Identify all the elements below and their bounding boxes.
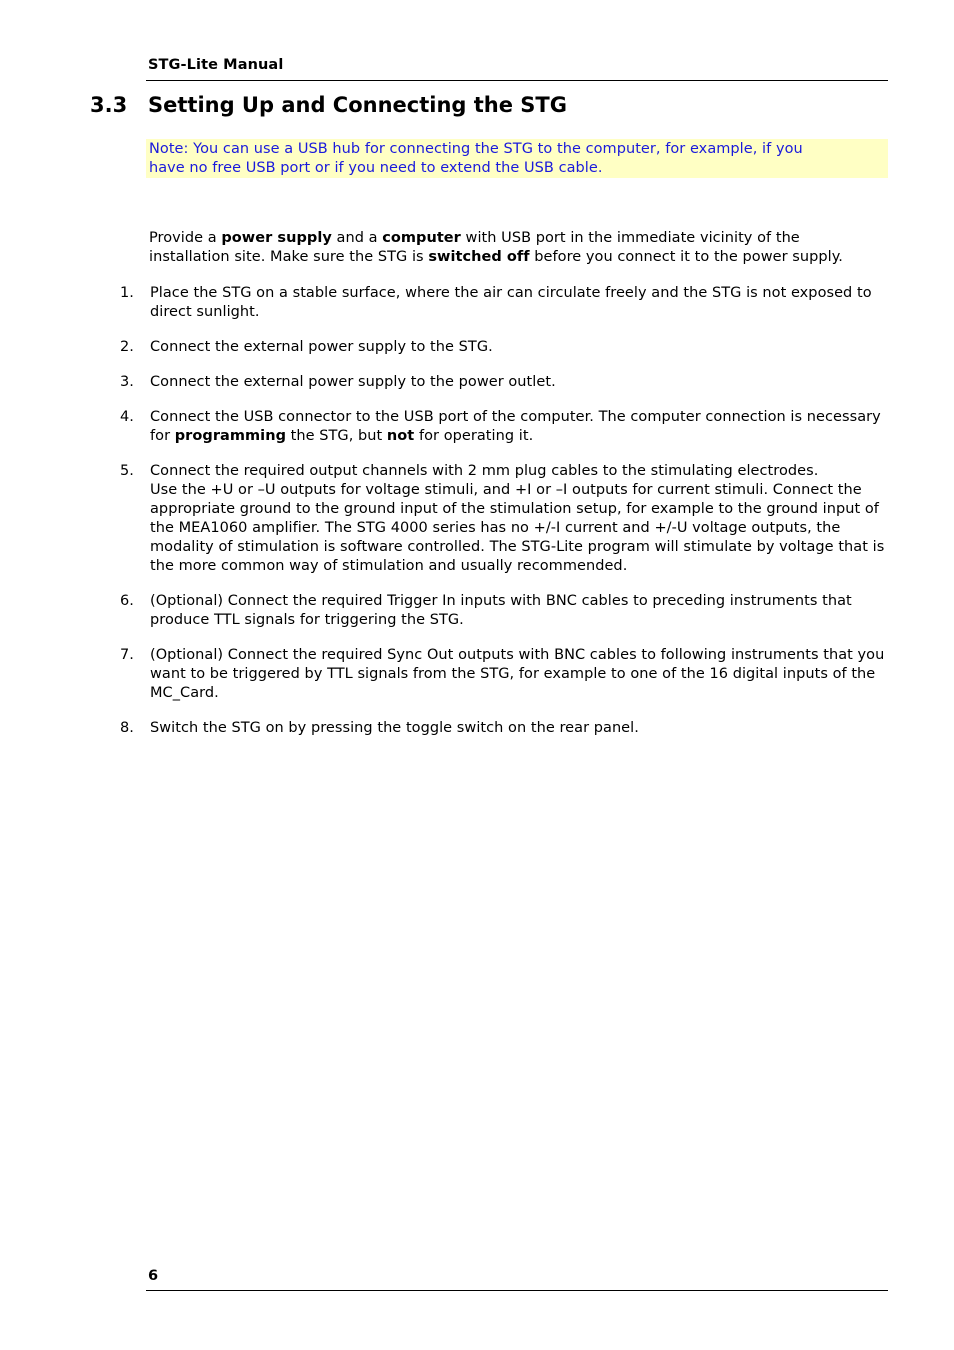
list-item: [120, 719, 890, 738]
intro-paragraph: [149, 229, 884, 267]
footer-divider: [146, 1290, 888, 1291]
step-number: 2.: [120, 339, 134, 355]
step-number: 3.: [120, 374, 134, 390]
step-text: Place the STG on a stable surface, where the air can circulate freely and the STG is not exposed to direct sunlight.: [150, 285, 872, 320]
setup-steps-list: [120, 284, 890, 754]
step-text-line-1: Connect the required output channels with 2 mm plug cables to the stimulating electrodes.: [150, 463, 819, 479]
list-item: [120, 338, 890, 357]
page-number: 6: [148, 1268, 159, 1284]
step-text-part: for operating it.: [414, 428, 534, 444]
step-text: Switch the STG on by pressing the toggle switch on the rear panel.: [150, 720, 639, 736]
intro-text-4: before you connect it to the power supply.: [529, 249, 843, 265]
note-line-2: have no free USB port or if you need to extend the USB cable.: [149, 160, 603, 176]
list-item: [120, 462, 890, 576]
running-header-title: STG-Lite Manual: [148, 57, 284, 73]
list-item: [120, 408, 890, 446]
intro-bold-computer: computer: [382, 230, 461, 246]
step-text: Connect the external power supply to the STG.: [150, 339, 493, 355]
intro-text-2: and a: [331, 230, 383, 246]
list-item: [120, 373, 890, 392]
list-item: [120, 646, 890, 703]
header-divider: [146, 80, 888, 81]
step-number: 6.: [120, 593, 134, 609]
step-number: 7.: [120, 647, 134, 663]
intro-bold-switched-off: switched off: [428, 249, 530, 265]
note-text: [149, 140, 879, 178]
step-bold-not: not: [386, 428, 415, 444]
step-number: 8.: [120, 720, 134, 736]
step-text: Connect the external power supply to the power outlet.: [150, 374, 556, 390]
step-bold-programming: programming: [174, 428, 286, 444]
list-item: [120, 592, 890, 630]
step-text: (Optional) Connect the required Trigger In inputs with BNC cables to preceding instruments that produce TTL signals for triggering the STG.: [150, 593, 852, 628]
step-text: (Optional) Connect the required Sync Out outputs with BNC cables to following instruments that you want to be triggered by TTL signals from the STG, for example to one of the 16 digital inputs of the MC_Card.: [150, 647, 885, 701]
step-text: [150, 408, 890, 446]
step-number: 1.: [120, 285, 134, 301]
step-text-part: Connect the USB connector to the USB port of the computer. The computer connection is necessary for: [150, 409, 881, 444]
intro-text-3: with USB port in the immediate vicinity of the installation site. Make sure the STG is: [149, 230, 800, 265]
step-text-part: the STG, but: [286, 428, 387, 444]
section-title: Setting Up and Connecting the STG: [148, 93, 567, 117]
section-number: 3.3: [90, 93, 128, 117]
intro-bold-power-supply: power supply: [221, 230, 332, 246]
step-text-line-2: Use the +U or –U outputs for voltage stimuli, and +I or –I outputs for current stimuli. Connect the appropriate ground to the ground input of the stimulation setup, for example to the ground input of the MEA1060 amplifier. The STG 4000 series has no +/-I current and +/-U voltage outputs, the modality of stimulation is software controlled. The STG-Lite program will stimulate by voltage that is the more common way of stimulation and usually recommended.: [150, 482, 885, 574]
intro-text-1: Provide a: [149, 230, 222, 246]
step-number: 5.: [120, 463, 134, 479]
note-line-1: Note: You can use a USB hub for connecting the STG to the computer, for example, if you: [149, 141, 803, 157]
step-text: [150, 462, 890, 576]
step-number: 4.: [120, 409, 134, 425]
list-item: [120, 284, 890, 322]
